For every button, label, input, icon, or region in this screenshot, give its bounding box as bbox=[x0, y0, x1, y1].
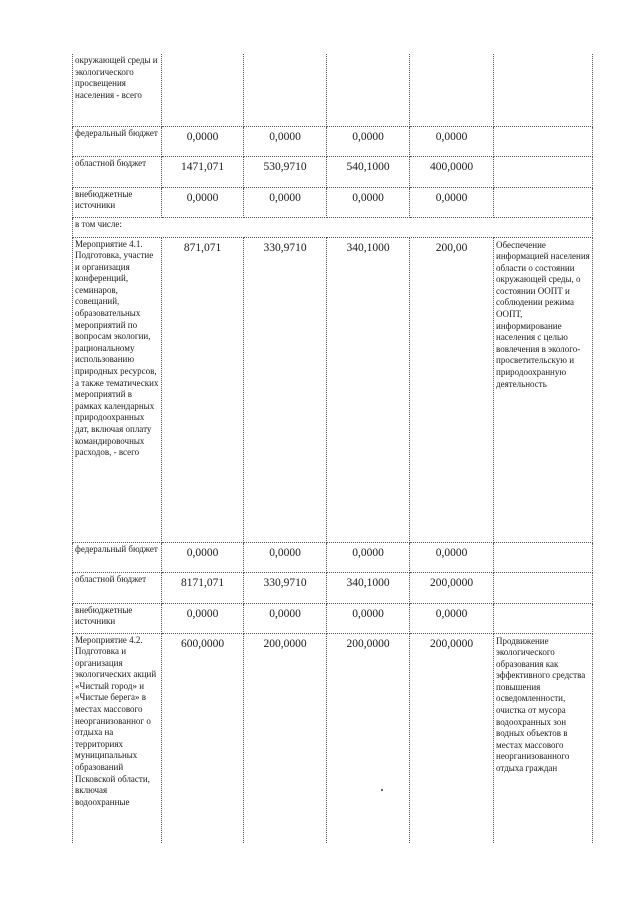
value-cell bbox=[410, 54, 494, 126]
value-cell: 0,0000 bbox=[327, 126, 410, 156]
result-cell bbox=[494, 126, 593, 156]
value-cell: 871,071 bbox=[162, 237, 244, 542]
result-cell bbox=[494, 572, 593, 603]
value-cell: 0,0000 bbox=[244, 542, 327, 572]
value-cell bbox=[327, 54, 410, 126]
value-cell: 0,0000 bbox=[410, 603, 494, 633]
table-row bbox=[73, 572, 593, 603]
value-cell: 200,0000 bbox=[244, 633, 327, 843]
row-label: областной бюджет bbox=[73, 572, 162, 603]
result-cell: Обеспечение информацией населения области о состоянии окружающей среды, о состоянии ООПТ и соблюдении режима ООПТ, информирование населения с целью вовлечения в эколого-просветительскую и природоохранную деятельность bbox=[494, 237, 593, 542]
result-cell bbox=[494, 603, 593, 633]
value-cell: 530,9710 bbox=[244, 156, 327, 187]
row-label: федеральный бюджет bbox=[73, 126, 162, 156]
value-cell: 200,0000 bbox=[410, 633, 494, 843]
row-label: Мероприятие 4.1. Подготовка, участие и организация конференций, семинаров, совещаний, образовательных мероприятий по вопросам экологии, рациональному использованию природных ресурсов, а также тематических мероприятий в рамках календарных природоохранных дат, включая оплату командировочных расходов, - всего bbox=[73, 237, 162, 542]
value-cell: 0,0000 bbox=[244, 187, 327, 217]
value-cell: 330,9710 bbox=[244, 572, 327, 603]
table-row bbox=[73, 217, 593, 237]
value-cell: 0,0000 bbox=[327, 542, 410, 572]
table-row bbox=[73, 603, 593, 633]
value-cell: 600,0000 bbox=[162, 633, 244, 843]
table-row bbox=[73, 126, 593, 156]
table-row bbox=[73, 156, 593, 187]
value-cell: 200,0000 bbox=[327, 633, 410, 843]
value-cell: 0,0000 bbox=[244, 603, 327, 633]
value-cell: 200,00 bbox=[410, 237, 494, 542]
value-cell: 0,0000 bbox=[162, 187, 244, 217]
value-cell: 340,1000 bbox=[327, 572, 410, 603]
row-label: Мероприятие 4.2. Подготовка и организация экологических акций «Чистый город» и «Чистые берега» в местах массового неорганизованног о отдыха на территориях муниципальных образований Псковской области, включая водоохранные bbox=[73, 633, 162, 843]
row-label: федеральный бюджет bbox=[73, 542, 162, 572]
value-cell bbox=[244, 54, 327, 126]
value-cell: 0,0000 bbox=[410, 187, 494, 217]
table-row bbox=[73, 633, 593, 843]
value-cell: 0,0000 bbox=[410, 542, 494, 572]
value-cell: 340,1000 bbox=[327, 237, 410, 542]
value-cell: 8171,071 bbox=[162, 572, 244, 603]
budget-table bbox=[72, 54, 593, 843]
value-cell: 0,0000 bbox=[327, 603, 410, 633]
table-row bbox=[73, 187, 593, 217]
result-cell: Продвижение экологического образования как эффективного средства повышения осведомленности, очистка от мусора водоохранных зон водных объектов в местах массового неорганизованного отдыха граждан bbox=[494, 633, 593, 843]
result-cell bbox=[494, 542, 593, 572]
value-cell: 0,0000 bbox=[244, 126, 327, 156]
value-cell: 0,0000 bbox=[162, 603, 244, 633]
value-cell: 1471,071 bbox=[162, 156, 244, 187]
row-label: областной бюджет bbox=[73, 156, 162, 187]
result-cell bbox=[494, 54, 593, 126]
value-cell: 400,0000 bbox=[410, 156, 494, 187]
row-label: внебюджетные источники bbox=[73, 603, 162, 633]
value-cell: 0,0000 bbox=[162, 542, 244, 572]
scan-speck bbox=[381, 789, 383, 791]
row-label: внебюджетные источники bbox=[73, 187, 162, 217]
value-cell: 540,1000 bbox=[327, 156, 410, 187]
value-cell: 0,0000 bbox=[410, 126, 494, 156]
value-cell bbox=[162, 54, 244, 126]
row-label: окружающей среды и экологического просвещения населения - всего bbox=[73, 54, 162, 126]
result-cell bbox=[494, 187, 593, 217]
section-label: в том числе: bbox=[73, 217, 593, 237]
value-cell: 330,9710 bbox=[244, 237, 327, 542]
value-cell: 0,0000 bbox=[162, 126, 244, 156]
value-cell: 0,0000 bbox=[327, 187, 410, 217]
table-row bbox=[73, 542, 593, 572]
result-cell bbox=[494, 156, 593, 187]
value-cell: 200,0000 bbox=[410, 572, 494, 603]
table-row bbox=[73, 237, 593, 542]
table-row bbox=[73, 54, 593, 126]
